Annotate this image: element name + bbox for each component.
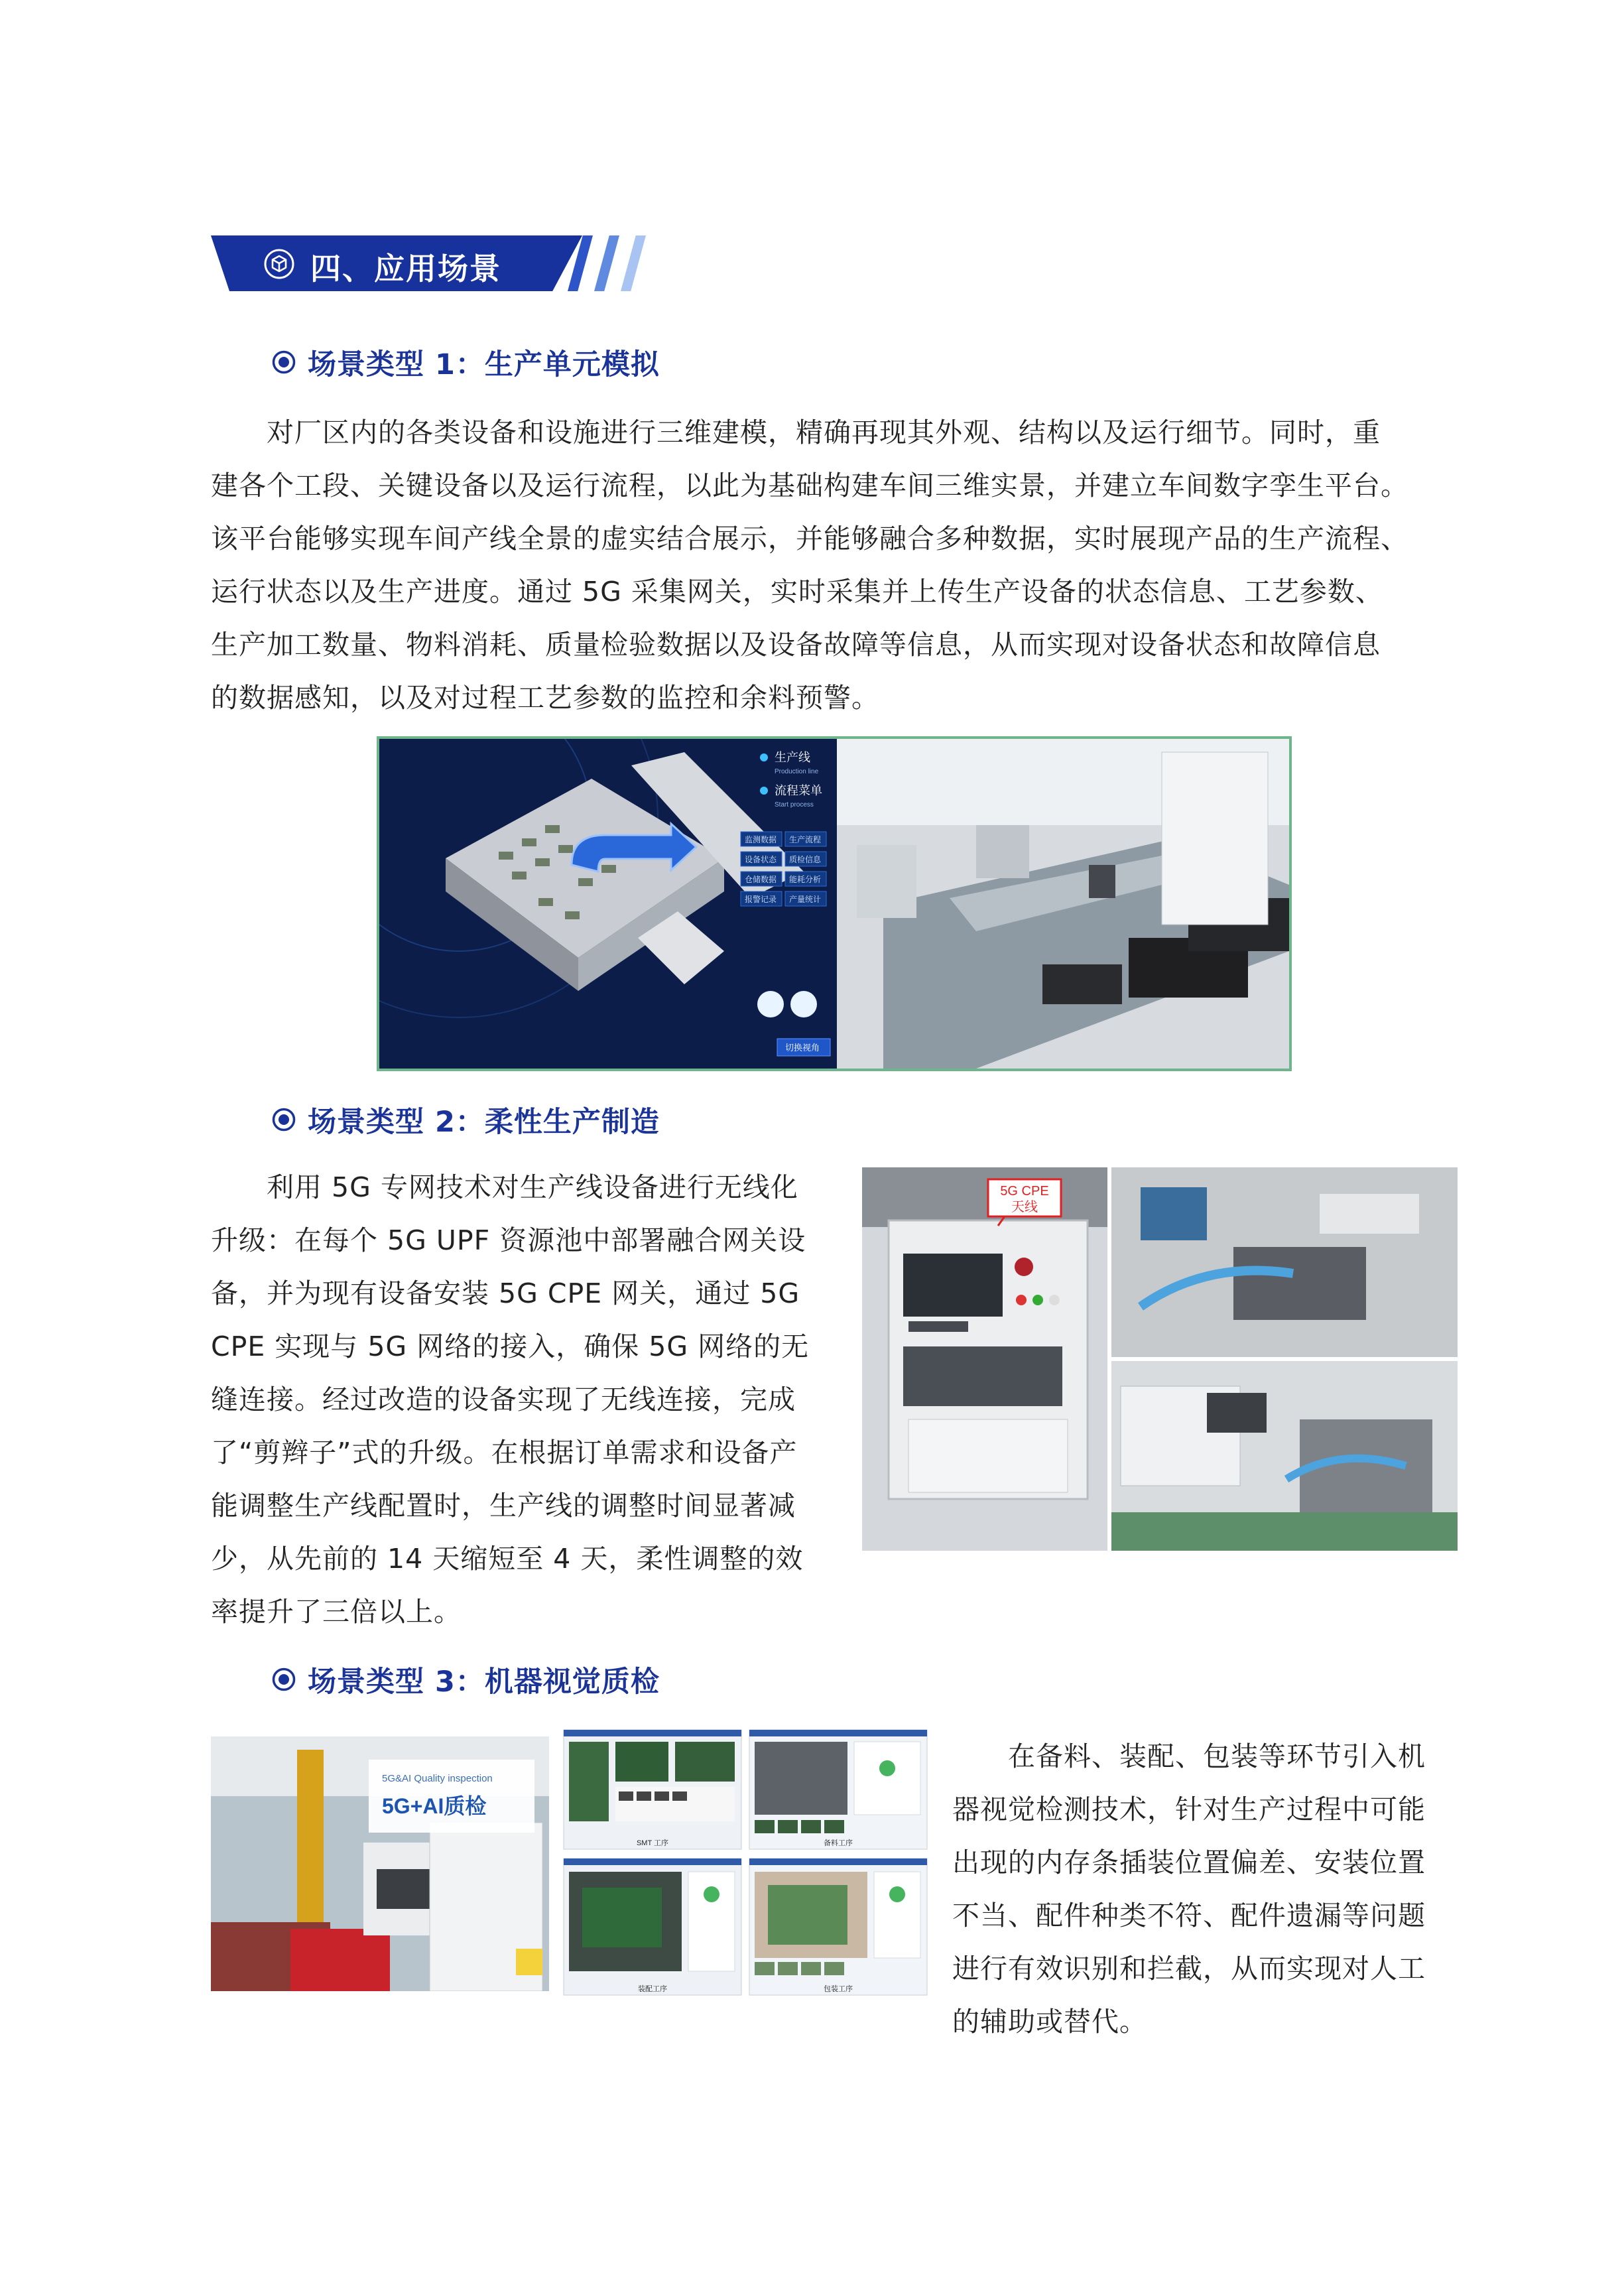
panel-button: 报警记录	[745, 895, 777, 904]
digital-twin-illustration	[379, 739, 1289, 1069]
paragraph-line: 的辅助或替代。	[952, 2006, 1147, 2038]
panel-button: 设备状态	[745, 855, 777, 864]
scene-2-heading	[272, 1100, 660, 1140]
menu-item: 生产线	[775, 751, 810, 764]
paragraph-line: 不当、配件种类不符、配件遗漏等问题	[952, 1900, 1426, 1931]
paragraph-line: 器视觉检测技术，针对生产过程中可能	[952, 1793, 1426, 1825]
menu-item-sub: Start process	[775, 801, 814, 809]
screen-caption: 包装工序	[824, 1985, 853, 1993]
paragraph-line: 的数据感知，以及对过程工艺参数的监控和余料预警。	[211, 682, 879, 714]
menu-dot-icon	[760, 787, 768, 795]
ai-inspection-photo	[211, 1736, 549, 1991]
section-banner	[211, 235, 649, 291]
scene-3-title: 场景类型 3：机器视觉质检	[308, 1665, 660, 1699]
paragraph-line: 备，并为现有设备安装 5G CPE 网关，通过 5G	[211, 1277, 800, 1309]
paragraph-line: 少，从先前的 14 天缩短至 4 天，柔性调整的效	[211, 1543, 804, 1575]
panel-button: 能耗分析	[789, 875, 822, 884]
ai-inspection-illustration	[211, 1736, 549, 1991]
panel-button: 监测数据	[745, 835, 777, 844]
target-bullet-icon	[272, 350, 296, 374]
paragraph-line: 建各个工段、关键设备以及运行流程，以此为基础构建车间三维实景，并建立车间数字孪生平台。	[211, 470, 1408, 501]
view-switch-button: 切换视角	[785, 1043, 820, 1053]
banner-stripe	[594, 235, 619, 291]
paragraph-line: 缝连接。经过改造的设备实现了无线连接，完成	[211, 1384, 796, 1415]
paragraph-line: 生产加工数量、物料消耗、质量检验数据以及设备故障等信息，从而实现对设备状态和故障信息	[211, 629, 1381, 661]
paragraph-line: 对厂区内的各类设备和设施进行三维建模，精确再现其外观、结构以及运行细节。同时，重	[267, 417, 1381, 448]
paragraph-line: 了“剪辫子”式的升级。在根据订单需求和设备产	[211, 1437, 798, 1468]
panel-button: 质检信息	[789, 855, 822, 864]
paragraph-line: 运行状态以及生产进度。通过 5G 采集网关，实时采集并上传生产设备的状态信息、工艺参数、	[211, 576, 1383, 608]
screen-caption: SMT 工序	[636, 1839, 669, 1847]
scene-3-paragraph	[952, 1730, 1458, 2048]
paragraph-line: 升级：在每个 5G UPF 资源池中部署融合网关设	[211, 1224, 806, 1256]
paragraph-line: 在备料、装配、包装等环节引入机	[1008, 1740, 1426, 1772]
section-title: 四、应用场景	[310, 251, 501, 287]
inspection-software-figure	[562, 1728, 928, 1999]
scene-3-heading	[272, 1660, 660, 1699]
target-bullet-icon	[272, 1108, 296, 1132]
screen-caption: 装配工序	[638, 1985, 667, 1993]
cpe-callout-line: 5G CPE	[1000, 1184, 1049, 1199]
paragraph-line: 出现的内存条插装位置偏差、安装位置	[952, 1847, 1426, 1878]
scene-1-title: 场景类型 1：生产单元模拟	[308, 348, 660, 381]
paragraph-line: 利用 5G 专网技术对生产线设备进行无线化	[267, 1171, 798, 1203]
scene-2-title: 场景类型 2：柔性生产制造	[308, 1105, 660, 1139]
paragraph-line: 进行有效识别和拦截，从而实现对人工	[952, 1953, 1426, 1985]
target-bullet-icon	[272, 1667, 296, 1691]
paragraph-line: 该平台能够实现车间产线全景的虚实结合展示，并能够融合多种数据，实时展现产品的生产流程、	[211, 523, 1408, 554]
scene-2-paragraph	[211, 1161, 841, 1638]
cube-icon	[264, 249, 294, 279]
scene-1-heading	[272, 342, 660, 382]
menu-dot-icon	[760, 753, 768, 761]
menu-item-sub: Production line	[775, 768, 819, 775]
cpe-equipment-illustration	[862, 1167, 1458, 1551]
cpe-callout-line: 天线	[1011, 1200, 1038, 1214]
scene-1-paragraph	[211, 406, 1458, 724]
digital-twin-figure	[377, 736, 1292, 1071]
cpe-equipment-figure	[862, 1167, 1458, 1551]
paragraph-line: CPE 实现与 5G 网络的接入，确保 5G 网络的无	[211, 1331, 810, 1362]
inspection-sign-title: 5G+AI质检	[382, 1794, 487, 1818]
screen-caption: 备料工序	[824, 1839, 853, 1847]
inspection-software-illustration	[562, 1728, 928, 1999]
inspection-sign-subtitle: 5G&AI Quality inspection	[382, 1773, 493, 1784]
panel-button: 生产流程	[789, 835, 822, 844]
paragraph-line: 能调整生产线配置时，生产线的调整时间显著减	[211, 1490, 796, 1522]
banner-stripe	[621, 235, 646, 291]
panel-button: 产量统计	[789, 895, 822, 904]
menu-item: 流程菜单	[775, 784, 822, 797]
paragraph-line: 率提升了三倍以上。	[211, 1596, 462, 1628]
panel-button: 仓储数据	[745, 875, 777, 884]
